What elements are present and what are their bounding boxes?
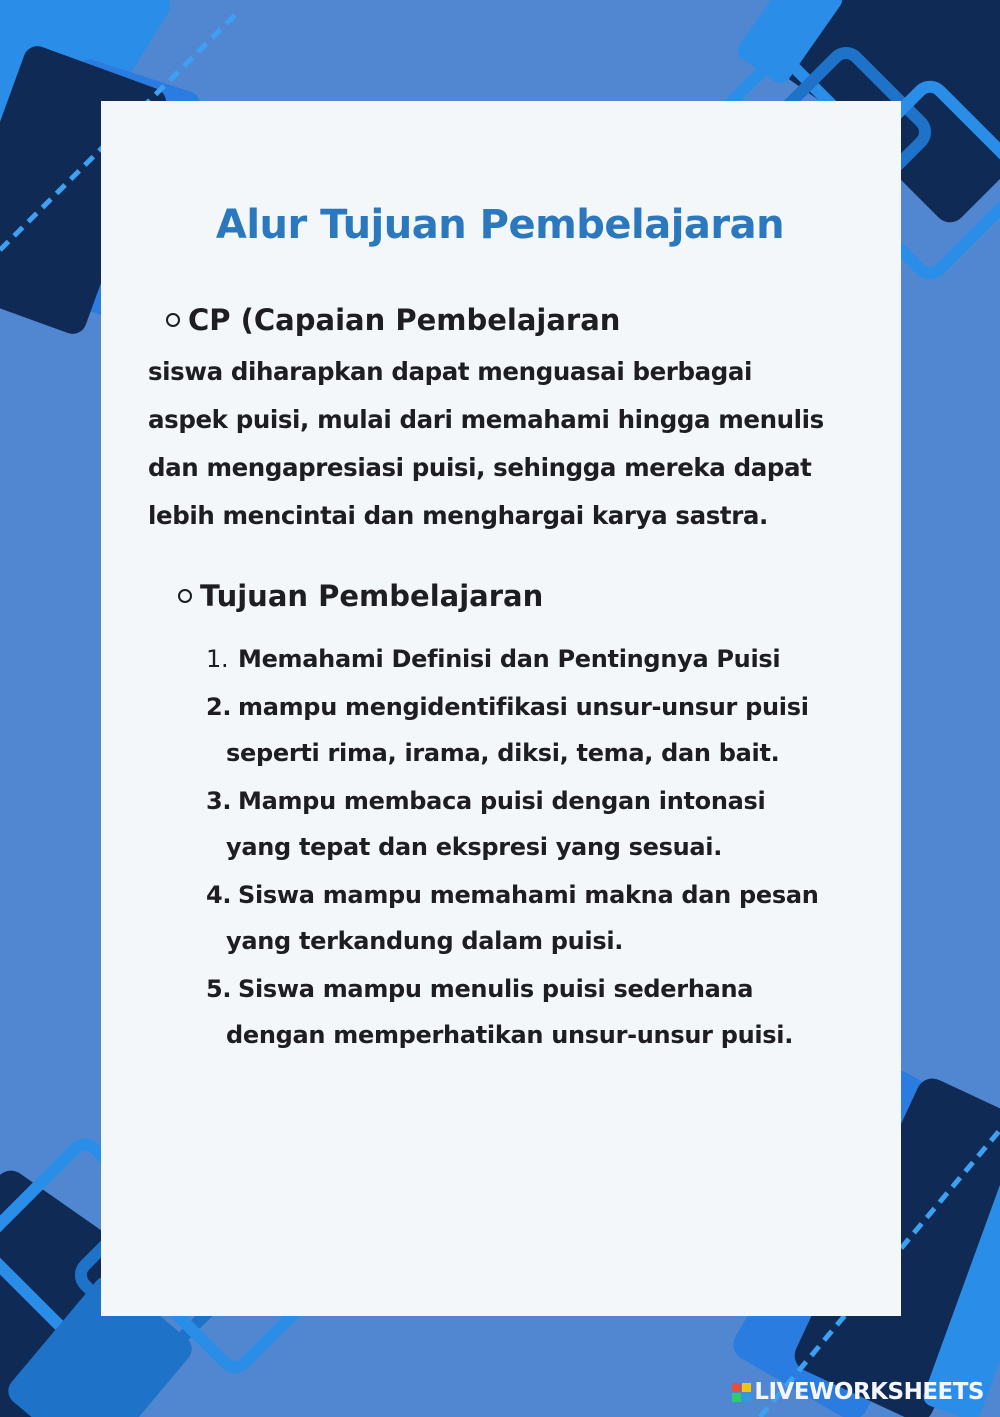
goal-line: Mampu membaca puisi dengan intonasi xyxy=(238,787,766,815)
list-item xyxy=(206,636,893,682)
goal-number: 2. xyxy=(206,693,232,721)
goal-line: yang tepat dan ekspresi yang sesuai. xyxy=(226,833,723,861)
tujuan-heading xyxy=(178,576,893,616)
page-title: Alur Tujuan Pembelajaran xyxy=(215,202,785,248)
cp-heading xyxy=(166,300,893,340)
goal-text xyxy=(238,636,893,682)
tujuan-heading-text: Tujuan Pembelajaran xyxy=(200,579,544,613)
goal-line: Siswa mampu memahami makna dan pesan xyxy=(238,881,819,909)
list-item xyxy=(206,966,893,1058)
logo-tile xyxy=(732,1393,741,1402)
goal-line: dengan memperhatikan unsur-unsur puisi. xyxy=(226,1021,794,1049)
goal-text xyxy=(226,966,893,1058)
goal-text xyxy=(226,684,893,776)
list-item xyxy=(206,684,893,776)
watermark-text: LIVEWORKSHEETS xyxy=(754,1379,984,1405)
logo-tile xyxy=(732,1383,741,1392)
goal-text xyxy=(226,778,893,870)
logo-tile xyxy=(742,1393,751,1402)
cp-heading-text: CP (Capaian Pembelajaran xyxy=(188,303,621,337)
cp-paragraph xyxy=(148,348,893,540)
goal-number: 4. xyxy=(206,881,232,909)
goal-line: mampu mengidentifikasi unsur-unsur puisi xyxy=(238,693,809,721)
goal-line: seperti rima, irama, diksi, tema, dan bait. xyxy=(226,739,780,767)
document-body xyxy=(148,300,893,1060)
list-item xyxy=(206,872,893,964)
liveworksheets-logo-icon xyxy=(732,1383,751,1402)
ring-bullet-icon xyxy=(166,313,180,327)
goal-text xyxy=(226,872,893,964)
goal-line: yang terkandung dalam puisi. xyxy=(226,927,624,955)
list-item xyxy=(206,778,893,870)
goal-line: Memahami Definisi dan Pentingnya Puisi xyxy=(238,645,781,673)
cp-line: dan mengapresiasi puisi, sehingga mereka dapat xyxy=(148,453,812,482)
goals-list xyxy=(206,636,893,1058)
cp-line: aspek puisi, mulai dari memahami hingga menulis xyxy=(148,405,824,434)
logo-tile xyxy=(742,1383,751,1392)
goal-number: 1. xyxy=(206,645,229,673)
goal-number: 3. xyxy=(206,787,232,815)
cp-line: siswa diharapkan dapat menguasai berbagai xyxy=(148,357,753,386)
goal-line: Siswa mampu menulis puisi sederhana xyxy=(238,975,754,1003)
goal-number: 5. xyxy=(206,975,232,1003)
liveworksheets-watermark[interactable] xyxy=(732,1379,984,1405)
cp-line: lebih mencintai dan menghargai karya sastra. xyxy=(148,501,768,530)
ring-bullet-icon xyxy=(178,589,192,603)
